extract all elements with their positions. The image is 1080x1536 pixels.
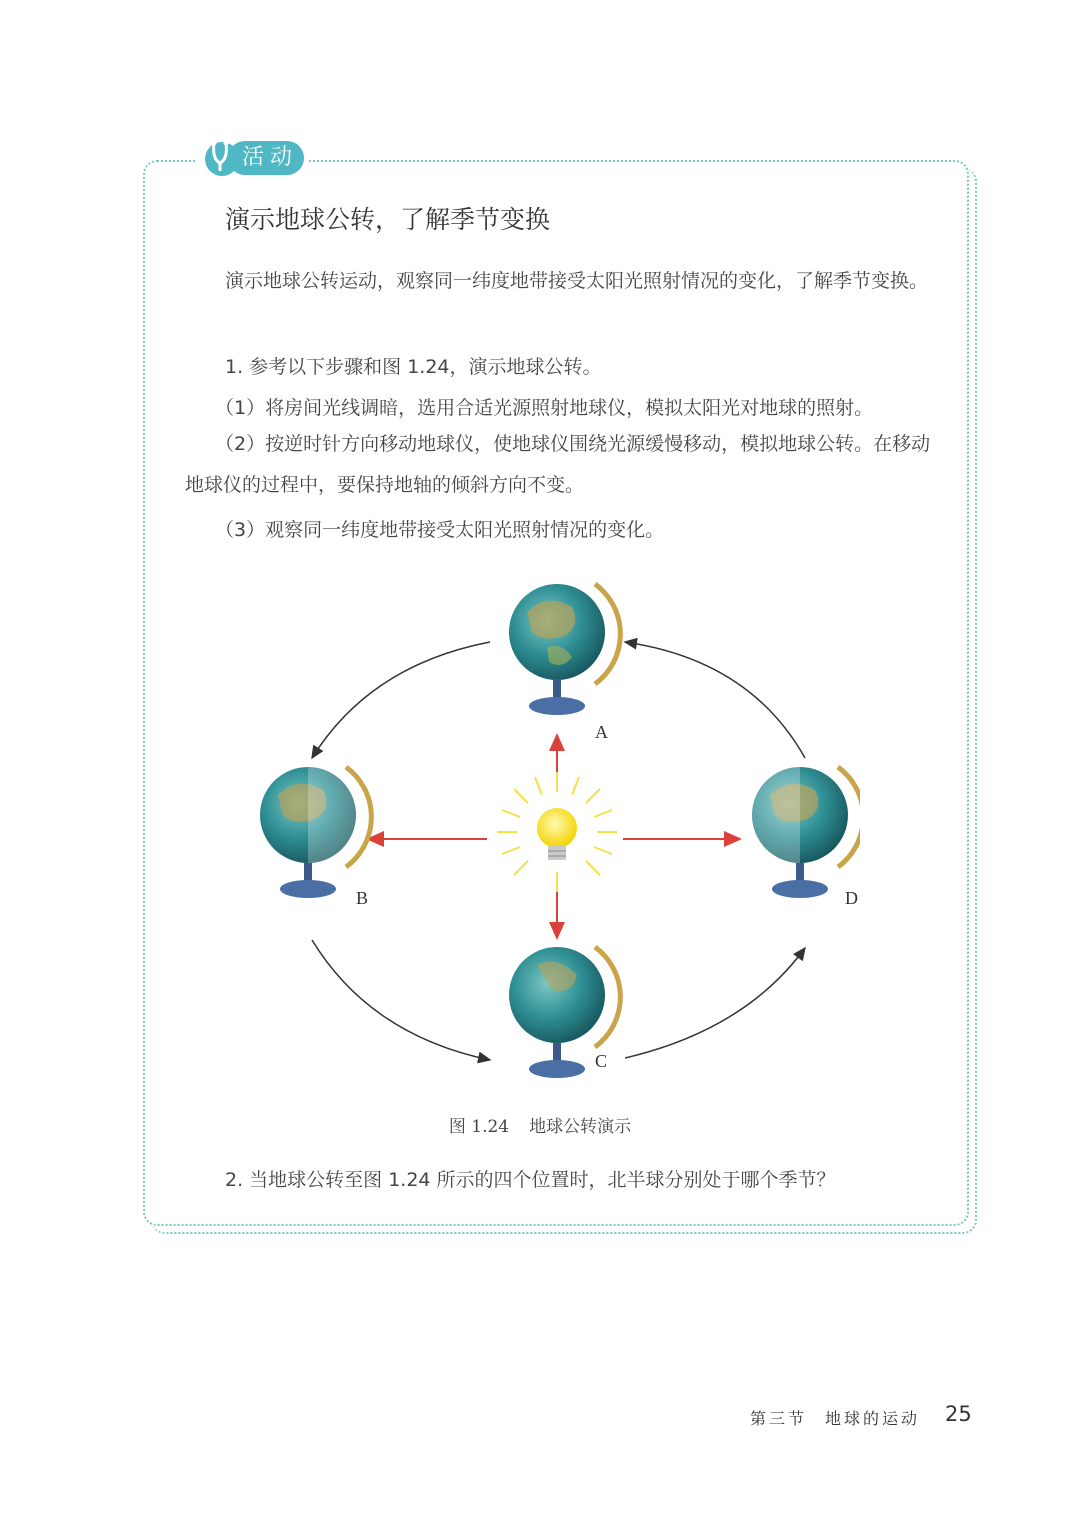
orbit-arrow-d-to-a [625,642,805,758]
step-1-3: （3）观察同一纬度地带接受太阳光照射情况的变化。 [215,519,665,541]
orbit-arrow-c-to-d [625,948,805,1058]
step-1: 1. 参考以下步骤和图 1.24，演示地球公转。 [225,356,602,378]
label-b: B [356,888,369,908]
intro-paragraph: 演示地球公转运动，观察同一纬度地带接受太阳光照射情况的变化，了解季节变换。 [225,270,929,292]
footer-section-number: 第三节 [750,1409,808,1428]
light-bulb [497,772,617,892]
footer-section [750,1406,920,1429]
step-1-2: （2）按逆时针方向移动地球仪，使地球仪围绕光源缓慢移动，模拟地球公转。在移动地球仪的过程中，要保持地轴的倾斜方向不变。 [185,433,931,496]
earth-revolution-figure [240,570,860,1100]
activity-badge [196,133,308,181]
footer-chapter-title: 地球的运动 [825,1409,921,1428]
figure-caption-number: 图 1.24 [448,1117,510,1137]
label-a: A [595,722,608,742]
figure-caption [0,1112,1080,1137]
step-1-1: （1）将房间光线调暗，选用合适光源照射地球仪，模拟太阳光对地球的照射。 [215,397,874,419]
globe-a [509,584,620,715]
globe-b [260,767,371,898]
activity-badge-label: 活动 [228,141,304,175]
orbit-arrow-a-to-b [312,642,490,758]
page-number: 25 [945,1402,972,1426]
globe-d [752,767,860,898]
activity-title: 演示地球公转，了解季节变换 [225,205,551,234]
figure-caption-title: 地球公转演示 [529,1117,632,1137]
label-d: D [845,888,858,908]
step-2: 2. 当地球公转至图 1.24 所示的四个位置时，北半球分别处于哪个季节？ [225,1169,836,1191]
label-c: C [595,1051,608,1071]
orbit-arrow-b-to-c [312,940,490,1060]
